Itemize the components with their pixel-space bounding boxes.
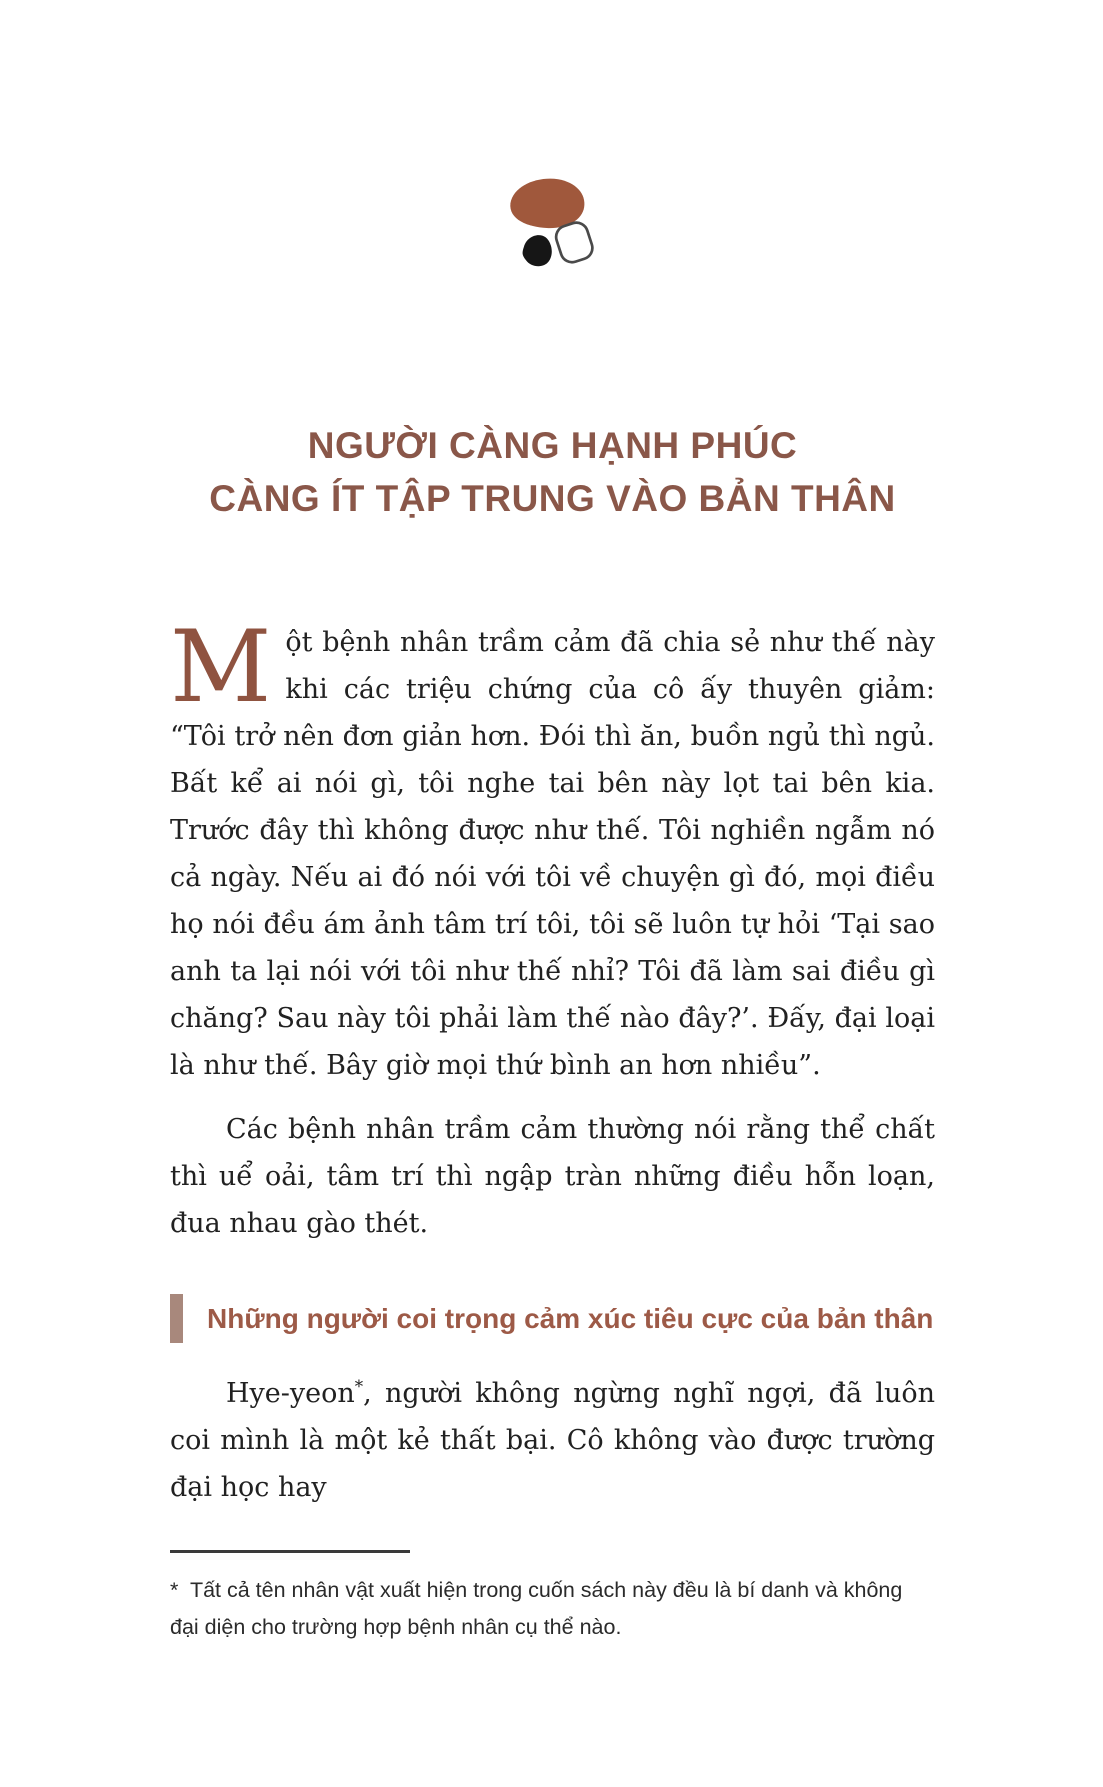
paragraph-2-text: Các bệnh nhân trầm cảm thường nói rằng thể chất thì uể oải, tâm trí thì ngập tràn những điều hỗn loạn, đua nhau gào thét. <box>170 1114 935 1239</box>
chapter-title-line2: CÀNG ÍT TẬP TRUNG VÀO BẢN THÂN <box>209 478 896 519</box>
footnote-reference-marker: * <box>354 1376 364 1396</box>
logo-black-pebble <box>522 235 551 266</box>
drop-cap: M <box>170 610 272 725</box>
book-page <box>0 172 1103 1646</box>
footnote-text: Tất cả tên nhân vật xuất hiện trong cuốn sách này đều là bí danh và không đại diện cho trường hợp bệnh nhân cụ thể nào. <box>170 1578 903 1639</box>
logo-brown-pebble <box>510 179 584 228</box>
section-heading-bar <box>170 1294 183 1343</box>
paragraph-2 <box>170 1106 935 1247</box>
chapter-title-line1: NGƯỜI CÀNG HẠNH PHÚC <box>307 425 798 466</box>
footnote-divider <box>170 1550 410 1553</box>
section-heading-row <box>170 1294 935 1343</box>
publisher-logo <box>170 172 935 285</box>
paragraph-3-text: , người không ngừng nghĩ ngợi, đã luôn coi mình là một kẻ thất bại. Cô không vào được trường đại học hay <box>170 1378 935 1503</box>
chapter-title <box>170 419 935 525</box>
paragraph-1-text: ột bệnh nhân trầm cảm đã chia sẻ như thế này khi các triệu chứng của cô ấy thuyên giảm: “Tôi trở nên đơn giản hơn. Đói thì ăn, buồn ngủ thì ngủ. Bất kể ai nói gì, tôi nghe tai bên này lọt tai bên kia. Trước đây thì không được như thế. Tôi nghiền ngẫm nó cả ngày. Nếu ai đó nói với tôi về chuyện gì đó, mọi điều họ nói đều ám ảnh tâm trí tôi, tôi sẽ luôn tự hỏi ‘Tại sao anh ta lại nói với tôi như thế nhỉ? Tôi đã làm sai điều gì chăng? Sau này tôi phải làm thế nào đây?’. Đấy, đại loại là như thế. Bây giờ mọi thứ bình an hơn nhiều”. <box>170 627 935 1081</box>
footnote <box>170 1572 935 1646</box>
footnote-marker: * <box>170 1578 179 1602</box>
pebbles-logo-icon <box>501 172 605 281</box>
paragraph-3-name: Hye-yeon <box>226 1378 355 1409</box>
paragraph-1 <box>170 610 935 1089</box>
section-heading: Những người coi trọng cảm xúc tiêu cực của bản thân <box>207 1302 934 1334</box>
paragraph-3 <box>170 1370 935 1511</box>
